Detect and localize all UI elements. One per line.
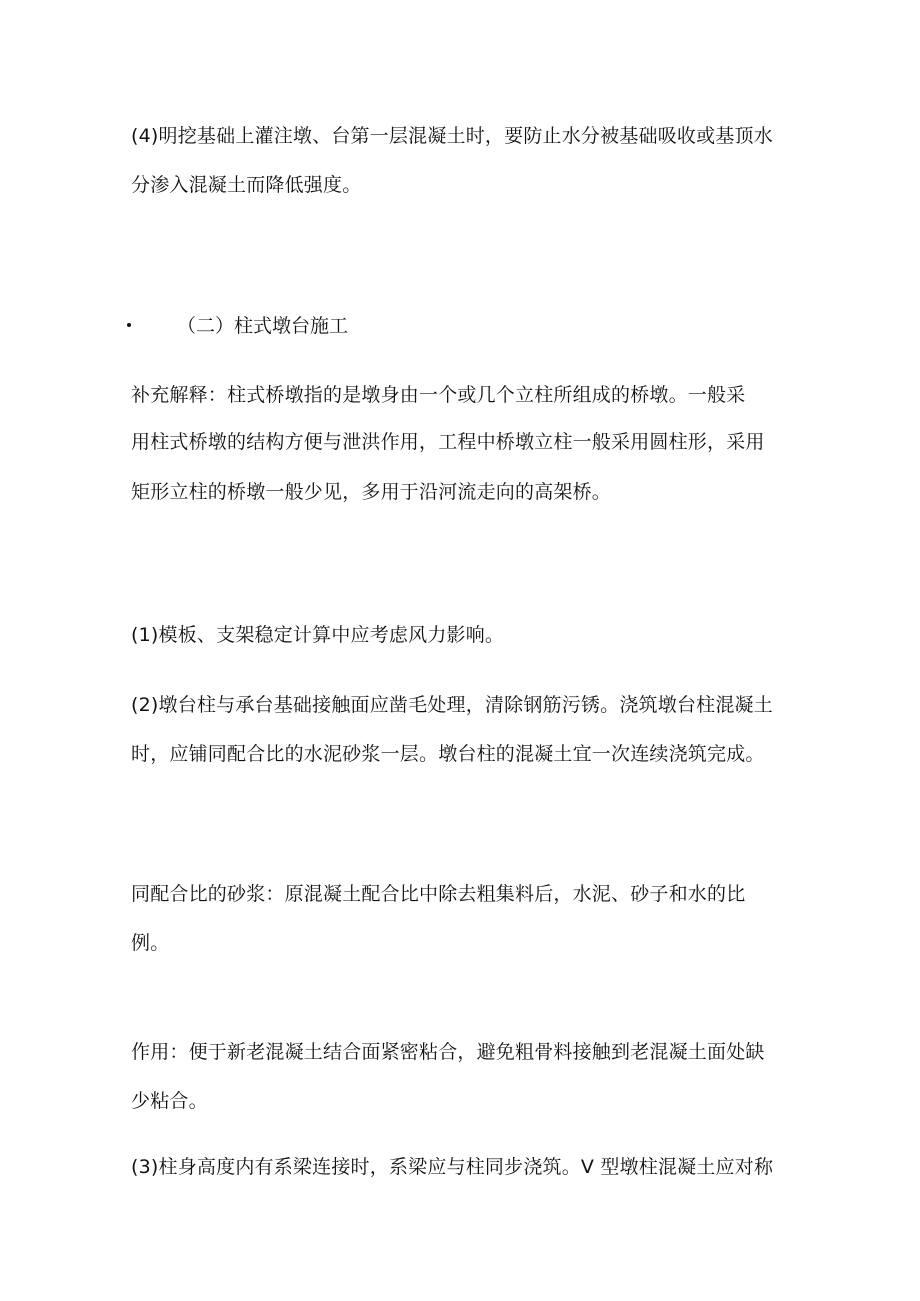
section-heading-text: （二）柱式墩台施工	[177, 315, 349, 337]
section-heading	[127, 314, 348, 338]
item-3-line-1: (3)柱身高度内有系梁连接时，系梁应与柱同步浇筑。V 型墩柱混凝土应对称	[131, 1156, 774, 1178]
mortar-definition-line-1: 同配合比的砂浆：原混凝土配合比中除去粗集料后，水泥、砂子和水的比	[131, 883, 746, 905]
item-2-line-1: (2)墩台柱与承台基础接触面应凿毛处理，清除钢筋污锈。浇筑墩台柱混凝土	[131, 694, 773, 716]
item-2-line-2: 时，应铺同配合比的水泥砂浆一层。墩台柱的混凝土宜一次连续浇筑完成。	[131, 743, 765, 765]
supplement-line-3: 矩形立柱的桥墩一般少见，多用于沿河流走向的高架桥。	[131, 481, 612, 503]
supplement-line-2: 用柱式桥墩的结构方便与泄洪作用，工程中桥墩立柱一般采用圆柱形，采用	[131, 431, 765, 453]
mortar-definition-line-2: 例。	[131, 932, 170, 954]
purpose-line-2: 少粘合。	[131, 1090, 208, 1112]
paragraph-4-line-1: (4)明挖基础上灌注墩、台第一层混凝土时，要防止水分被基础吸收或基顶水	[131, 125, 773, 147]
supplement-line-1: 补充解释：柱式桥墩指的是墩身由一个或几个立柱所组成的桥墩。一般采	[131, 384, 746, 406]
bullet-icon	[127, 323, 131, 327]
purpose-line-1: 作用：便于新老混凝土结合面紧密粘合，避免粗骨料接触到老混凝土面处缺	[131, 1041, 765, 1063]
item-1-line-1: (1)模板、支架稳定计算中应考虑风力影响。	[131, 624, 505, 646]
paragraph-4-line-2: 分渗入混凝土而降低强度。	[131, 174, 362, 196]
